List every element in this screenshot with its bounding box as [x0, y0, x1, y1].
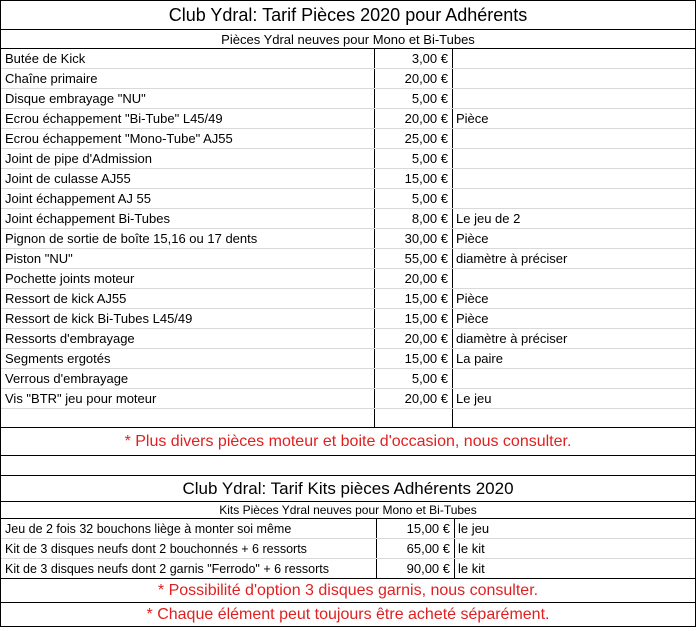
- section2-title-text: Club Ydral: Tarif Kits pièces Adhérents 2020: [182, 478, 514, 498]
- table-row: [1, 329, 695, 349]
- table-row: [1, 389, 695, 409]
- item-name: Kit de 3 disques neufs dont 2 garnis "Ferrodo" + 6 ressorts: [1, 559, 377, 578]
- section1-items: [1, 49, 695, 409]
- section2-subtitle: [1, 502, 695, 519]
- item-price: 15,00 €: [377, 519, 455, 538]
- item-note: La paire: [456, 351, 503, 366]
- table-row: [1, 309, 695, 329]
- item-price: 90,00 €: [377, 559, 455, 578]
- section1-title-text: Club Ydral: Tarif Pièces 2020 pour Adhérents: [168, 4, 528, 25]
- section2-title: [1, 476, 695, 502]
- section2-footnote-2-text: * Chaque élément peut toujours être acheté séparément.: [146, 605, 550, 623]
- item-price: 20,00 €: [375, 109, 453, 128]
- item-note: [453, 169, 695, 188]
- item-name: Disque embrayage "NU": [1, 89, 375, 108]
- item-price: 65,00 €: [377, 539, 455, 558]
- section2-footnote-2: [1, 603, 695, 627]
- table-row: [1, 519, 695, 539]
- table-row: [1, 539, 695, 559]
- item-name: Chaîne primaire: [1, 69, 375, 88]
- item-price: 20,00 €: [375, 389, 453, 408]
- table-row: [1, 109, 695, 129]
- item-note: [453, 369, 695, 388]
- item-note: Le jeu: [456, 391, 492, 406]
- item-name: Verrous d'embrayage: [1, 369, 375, 388]
- item-note: Pièce: [456, 311, 489, 326]
- item-note: Le jeu de 2: [456, 211, 521, 226]
- item-name: Ressort de kick Bi-Tubes L45/49: [1, 309, 375, 328]
- item-note: [453, 129, 695, 148]
- table-row: [1, 149, 695, 169]
- table-row: [1, 169, 695, 189]
- table-row: [1, 559, 695, 579]
- item-price: 15,00 €: [375, 349, 453, 368]
- table-row: [1, 369, 695, 389]
- item-price: 55,00 €: [375, 249, 453, 268]
- section1-subtitle: [1, 30, 695, 49]
- table-row: [1, 89, 695, 109]
- item-name: Kit de 3 disques neufs dont 2 bouchonnés + 6 ressorts: [1, 539, 377, 558]
- item-name: Joint de culasse AJ55: [1, 169, 375, 188]
- table-row: [1, 189, 695, 209]
- section1-subtitle-text: Pièces Ydral neuves pour Mono et Bi-Tubes: [221, 31, 475, 47]
- item-price: 5,00 €: [375, 369, 453, 388]
- item-price: 3,00 €: [375, 49, 453, 68]
- section1-empty-row: [1, 409, 695, 428]
- item-name: Piston "NU": [1, 249, 375, 268]
- item-name: Ecrou échappement "Mono-Tube" AJ55: [1, 129, 375, 148]
- section2-subtitle-text: Kits Pièces Ydral neuves pour Mono et Bi-Tubes: [219, 503, 477, 517]
- item-note: diamètre à préciser: [456, 251, 568, 266]
- table-row: [1, 229, 695, 249]
- item-name: Ressort de kick AJ55: [1, 289, 375, 308]
- item-note: [453, 269, 695, 288]
- table-row: [1, 49, 695, 69]
- table-row: [1, 349, 695, 369]
- item-price: 25,00 €: [375, 129, 453, 148]
- section2-footnote-1-text: * Possibilité d'option 3 disques garnis, nous consulter.: [157, 581, 539, 599]
- item-note: Pièce: [456, 291, 489, 306]
- item-price: 15,00 €: [375, 309, 453, 328]
- item-price: 15,00 €: [375, 289, 453, 308]
- item-price: 30,00 €: [375, 229, 453, 248]
- table-row: [1, 129, 695, 149]
- item-name: Joint de pipe d'Admission: [1, 149, 375, 168]
- item-note: [453, 69, 695, 88]
- section1-footnote: [1, 428, 695, 456]
- item-note: [453, 189, 695, 208]
- table-row: [1, 249, 695, 269]
- item-name: Butée de Kick: [1, 49, 375, 68]
- table-row: [1, 209, 695, 229]
- item-name: Joint échappement AJ 55: [1, 189, 375, 208]
- item-price: 15,00 €: [375, 169, 453, 188]
- item-note: le jeu: [458, 521, 490, 536]
- item-note: Pièce: [456, 231, 489, 246]
- item-note: [453, 149, 695, 168]
- section1-title: [1, 1, 695, 30]
- table-row: [1, 269, 695, 289]
- table-row: [1, 69, 695, 89]
- table-row: [1, 289, 695, 309]
- item-note: Pièce: [456, 111, 489, 126]
- item-price: 5,00 €: [375, 89, 453, 108]
- item-note: le kit: [458, 541, 485, 556]
- item-name: Jeu de 2 fois 32 bouchons liège à monter soi même: [1, 519, 377, 538]
- item-price: 5,00 €: [375, 149, 453, 168]
- item-name: Pochette joints moteur: [1, 269, 375, 288]
- item-price: 20,00 €: [375, 69, 453, 88]
- item-price: 5,00 €: [375, 189, 453, 208]
- item-price: 8,00 €: [375, 209, 453, 228]
- item-name: Segments ergotés: [1, 349, 375, 368]
- item-note: le kit: [458, 561, 485, 576]
- item-name: Ecrou échappement "Bi-Tube" L45/49: [1, 109, 375, 128]
- item-name: Pignon de sortie de boîte 15,16 ou 17 dents: [1, 229, 375, 248]
- item-name: Vis "BTR" jeu pour moteur: [1, 389, 375, 408]
- item-price: 20,00 €: [375, 269, 453, 288]
- section2-items: [1, 519, 695, 579]
- item-name: Joint échappement Bi-Tubes: [1, 209, 375, 228]
- item-price: 20,00 €: [375, 329, 453, 348]
- item-name: Ressorts d'embrayage: [1, 329, 375, 348]
- item-note: [453, 49, 695, 68]
- section1-footnote-text: * Plus divers pièces moteur et boite d'occasion, nous consulter.: [124, 432, 572, 450]
- section-gap: [1, 456, 695, 476]
- section2-footnote-1: [1, 579, 695, 603]
- item-note: [453, 89, 695, 108]
- item-note: diamètre à préciser: [456, 331, 568, 346]
